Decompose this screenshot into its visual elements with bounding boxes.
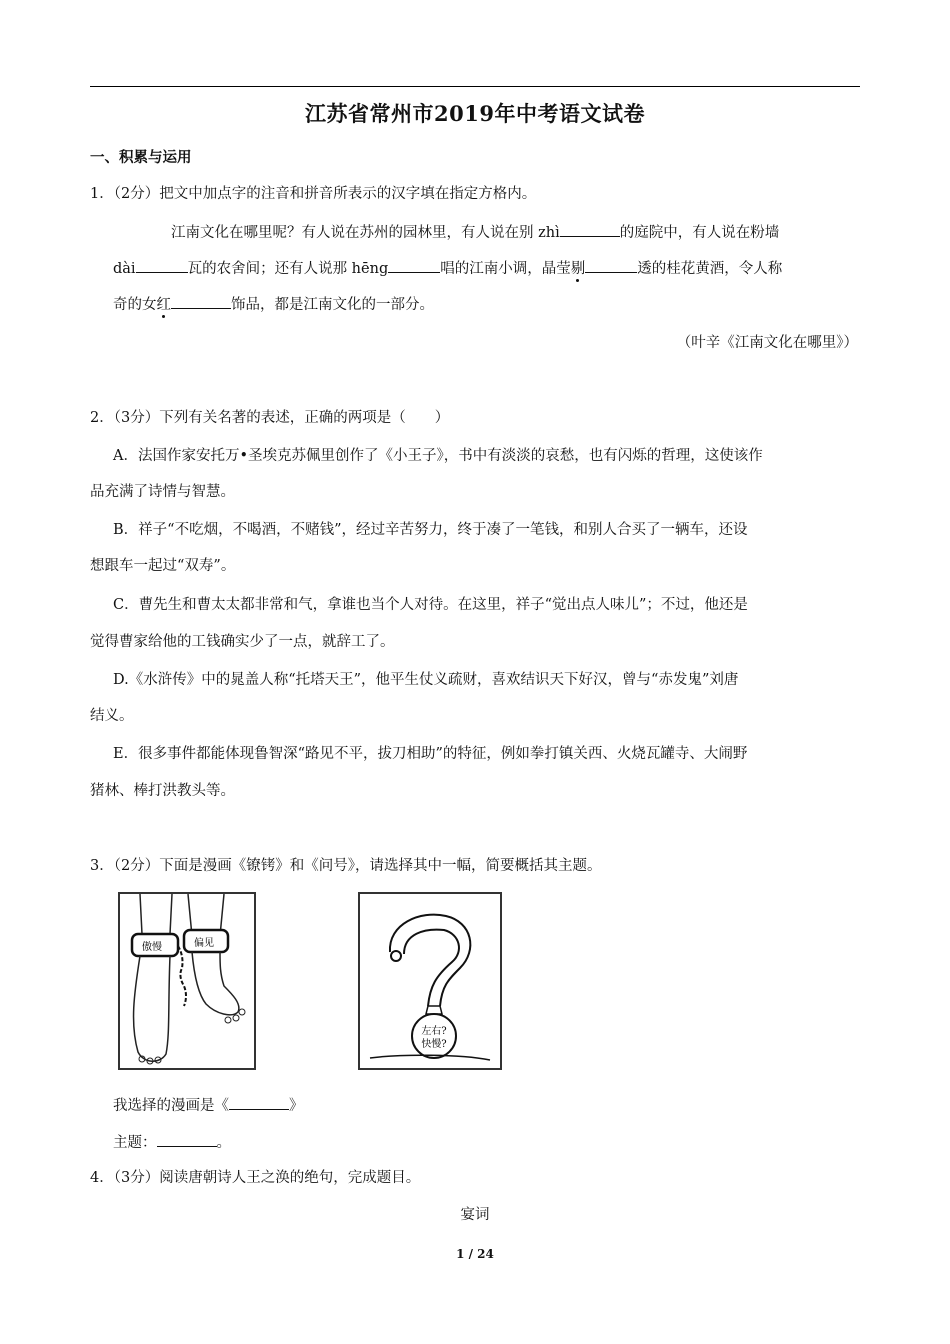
q1-text: 唱的江南小调，晶莹 (440, 261, 571, 277)
q3-theme-line (113, 1132, 231, 1153)
q2-option-b: B．祥子“不吃烟，不喝酒，不赌钱”，经过辛苦努力，终于凑了一笔钱，和别人合买了一辆车，还设 (113, 522, 748, 538)
q2-option-d-cont: 结义。 (90, 708, 134, 724)
cartoon-shackles (118, 892, 256, 1070)
q2-option-c-cont: 觉得曹家给他的工钱确实少了一点，就辞工了。 (90, 634, 395, 650)
q2-option-a: A．法国作家安托万•圣埃克苏佩里创作了《小王子》，书中有淡淡的哀愁，也有闪烁的哲理，这使该作 (113, 448, 763, 464)
q3-stem: 3．（2分）下面是漫画《镣铐》和《问号》，请选择其中一幅，简要概括其主题。 (90, 858, 602, 874)
ball-label-line2: 快慢? (421, 1039, 447, 1050)
answer-blank[interactable] (585, 258, 637, 273)
q4-stem: 4．（3分）阅读唐朝诗人王之涣的绝句，完成题目。 (90, 1170, 421, 1186)
q3-choice-line (113, 1095, 304, 1116)
q3-theme-label: 主题： (113, 1135, 157, 1151)
q3-choice-label: 我选择的漫画是《 (113, 1098, 229, 1114)
dotted-character: 剔 (570, 261, 586, 277)
shackles-drawing (120, 894, 254, 1068)
q1-source: （叶辛《江南文化在哪里》） (676, 335, 858, 351)
q2-option-e: E．很多事件都能体现鲁智深“路见不平，拔刀相助”的特征，例如拳打镇关西、火烧瓦罐寺、大闹野 (113, 746, 748, 762)
answer-blank[interactable] (560, 222, 620, 237)
section-title: 一、积累与运用 (90, 149, 192, 166)
q1-text: 的庭院中，有人说在粉墙 (619, 225, 780, 241)
q1-passage-line2 (113, 258, 782, 279)
answer-blank[interactable] (229, 1095, 289, 1110)
q2-option-a-cont: 品充满了诗情与智慧。 (90, 484, 235, 500)
q3-theme-end: 。 (216, 1135, 231, 1151)
q1-text: 饰品，都是江南文化的一部分。 (231, 297, 434, 313)
question-mark-drawing (360, 894, 500, 1068)
answer-blank[interactable] (136, 258, 188, 273)
q2-option-e-cont: 猪林、棒打洪教头等。 (90, 783, 235, 799)
page-number: 1 / 24 (456, 1247, 494, 1261)
q1-stem: 1．（2分）把文中加点字的注音和拼音所表示的汉字填在指定方格内。 (90, 186, 537, 202)
cuff-label-left: 傲慢 (142, 942, 162, 953)
q2-option-c: C．曹先生和曹太太都非常和气，拿谁也当个人对待。在这里，祥子“觉出点人味儿”；不过，他还是 (113, 597, 748, 613)
answer-blank[interactable] (388, 258, 440, 273)
q1-passage-line3 (113, 294, 434, 315)
answer-blank[interactable] (157, 1132, 217, 1147)
page-title: 江苏省常州市2019年中考语文试卷 (305, 101, 645, 126)
q1-text: 瓦的农舍间；还有人说那 hēng (187, 261, 389, 277)
q1-text: dài (113, 261, 136, 277)
q1-text: 奇的女 (113, 297, 157, 313)
answer-blank[interactable] (171, 294, 231, 309)
q1-text: 透的桂花黄酒，令人称 (637, 261, 783, 277)
q2-stem: 2．（3分）下列有关名著的表述，正确的两项是（ ） (90, 410, 450, 426)
cuff-label-right: 偏见 (194, 938, 214, 949)
poem-title: 宴词 (460, 1207, 490, 1223)
cartoon-question-mark (358, 892, 502, 1070)
header-rule (90, 86, 860, 87)
q1-text: 江南文化在哪里呢？有人说在苏州的园林里，有人说在别 zhì (171, 225, 560, 241)
q2-option-d: D.《水浒传》中的晁盖人称“托塔天王”，他平生仗义疏财，喜欢结识天下好汉，曾与“赤发鬼”刘唐 (113, 672, 739, 688)
q2-option-b-cont: 想跟车一起过“双寿”。 (90, 558, 236, 574)
q1-passage-line1 (171, 222, 779, 243)
ball-label-line1: 左右? (421, 1026, 447, 1037)
q3-choice-close: 》 (289, 1098, 304, 1114)
dotted-character: 红 (156, 297, 171, 313)
